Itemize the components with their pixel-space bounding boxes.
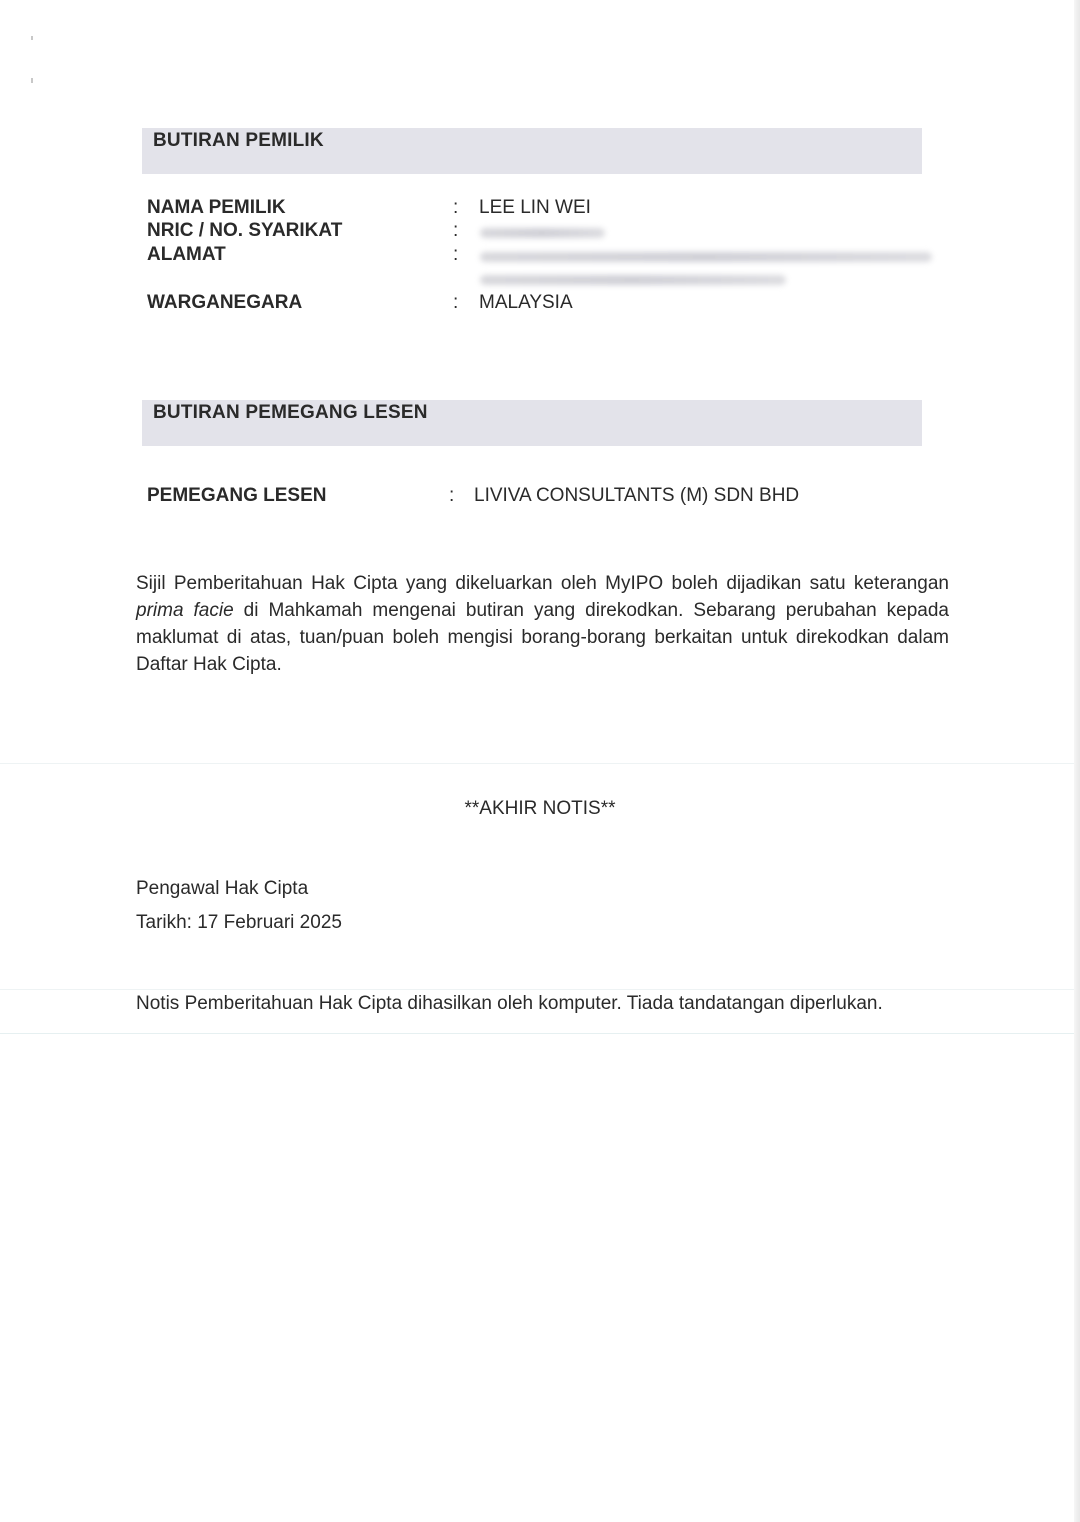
signatory-title: Pengawal Hak Cipta (136, 878, 309, 899)
owner-address-colon: : (453, 244, 459, 265)
end-notice: **AKHIR NOTIS** (464, 798, 616, 819)
prima-facie-text: prima facie (136, 600, 234, 621)
scan-mark (31, 78, 33, 83)
owner-name-value: LEE LIN WEI (479, 197, 591, 218)
signatory-date: Tarikh: 17 Februari 2025 (136, 912, 342, 933)
owner-nationality-label: WARGANEGARA (147, 292, 303, 313)
footer-note: Notis Pemberitahuan Hak Cipta dihasilkan oleh komputer. Tiada tandatangan diperlukan. (136, 993, 883, 1014)
scan-line (0, 763, 1074, 764)
owner-id-colon: : (453, 220, 459, 241)
licensee-label: PEMEGANG LESEN (147, 485, 327, 506)
page-edge (1074, 0, 1080, 1522)
scan-line (0, 989, 1074, 990)
owner-nationality-value: MALAYSIA (479, 292, 573, 313)
scan-line (0, 1033, 1074, 1034)
owner-name-label: NAMA PEMILIK (147, 197, 286, 218)
licensee-colon: : (449, 485, 455, 506)
licensee-section-title: BUTIRAN PEMEGANG LESEN (153, 402, 428, 423)
notice-line-1: Sijil Pemberitahuan Hak Cipta yang dikeluarkan oleh MyIPO boleh dijadikan satu keterangan (136, 573, 949, 594)
owner-nationality-colon: : (453, 292, 459, 313)
owner-section-header (142, 128, 922, 174)
owner-address-redacted-line2 (480, 275, 786, 285)
owner-address-label: ALAMAT (147, 244, 226, 265)
notice-line-4: Daftar Hak Cipta. (136, 654, 282, 675)
scan-mark (31, 36, 33, 40)
owner-id-label: NRIC / NO. SYARIKAT (147, 220, 343, 241)
licensee-section-header (142, 400, 922, 446)
owner-name-colon: : (453, 197, 459, 218)
notice-paragraph (136, 570, 956, 678)
notice-line-2 (136, 597, 949, 624)
notice-line-3: maklumat di atas, tuan/puan boleh mengisi borang-borang berkaitan untuk direkodkan dalam (136, 627, 949, 648)
owner-address-redacted-line1 (480, 252, 932, 262)
owner-section-title: BUTIRAN PEMILIK (153, 130, 324, 151)
licensee-value: LIVIVA CONSULTANTS (M) SDN BHD (474, 485, 800, 506)
owner-id-redacted (480, 228, 605, 238)
notice-line-2-rest: di Mahkamah mengenai butiran yang direkodkan. Sebarang perubahan kepada (243, 600, 949, 621)
